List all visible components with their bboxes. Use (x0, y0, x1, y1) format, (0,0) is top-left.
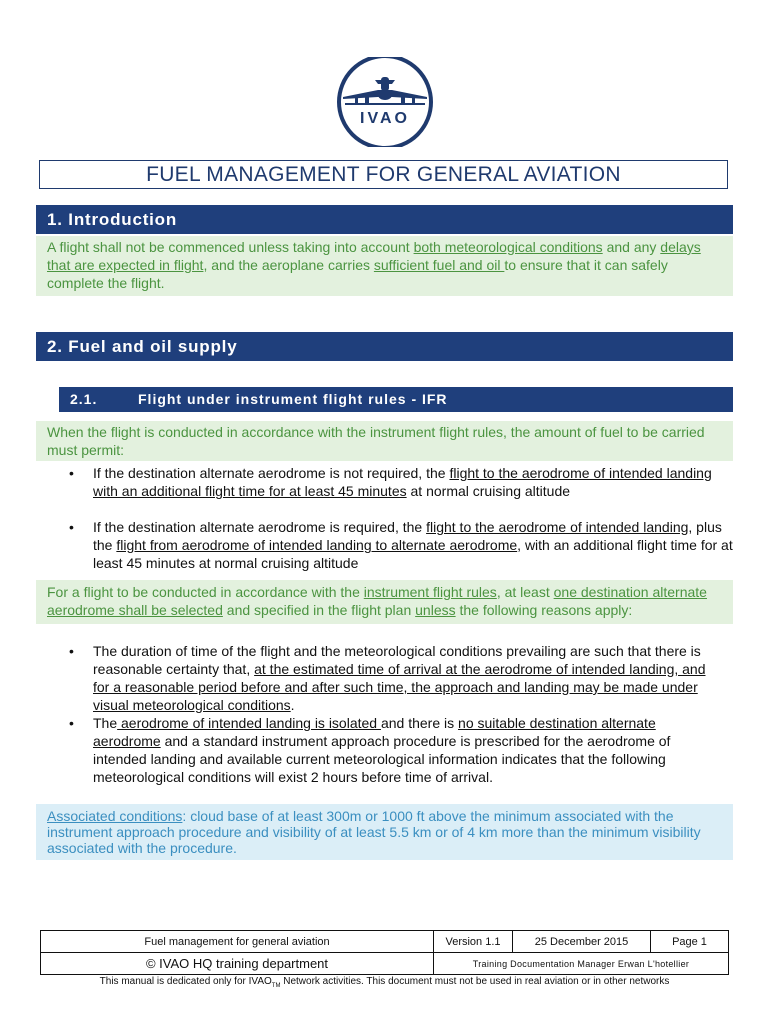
ivao-logo (335, 57, 435, 147)
underlined-text: sufficient fuel and oil (373, 257, 505, 273)
text-run: and a standard instrument approach procedure is prescribed for the aerodrome of intended landing and available current meteorological information indicates that the following meteorological conditions will exist 2 hours before time of arrival. (93, 733, 671, 785)
text-run: If the destination alternate aerodrome is not required, the (93, 465, 450, 481)
underlined-text: flight to the aerodrome of intended landing with an additional flight time for at least 45 minutes (93, 465, 712, 499)
logo-text: IVAO (360, 110, 410, 127)
intro-paragraph (36, 236, 733, 296)
footer-date: 25 December 2015 (513, 931, 651, 953)
underlined-text: delays that are expected in flight (47, 239, 701, 273)
footer-disclaimer (40, 976, 729, 989)
text-run: , with an additional flight time for at least 45 minutes at normal cruising altitude (93, 537, 733, 571)
ifr-intro-paragraph: When the flight is conducted in accordance with the instrument flight rules, the amount of fuel to be carried must permit: (36, 421, 733, 461)
underlined-text: instrument flight rules (363, 584, 497, 600)
text-run: . (290, 697, 295, 713)
underlined-text: unless (415, 602, 456, 618)
text-run: , plus the (93, 519, 722, 553)
subsection-2-1-heading (59, 387, 733, 412)
text-run: , and the aeroplane carries (203, 257, 374, 273)
underlined-text: at the estimated time of arrival at the aerodrome of intended landing, and for a reasonable period before and after such time, the approach and landing may be made under visual meteorological conditions (93, 661, 706, 713)
underlined-text: aerodrome of intended landing is isolated (117, 715, 381, 731)
alternate-aerodrome-paragraph (36, 580, 733, 624)
text-run: If the destination alternate aerodrome is required, the (93, 519, 427, 535)
underlined-text: flight to the aerodrome of intended landing (426, 519, 689, 535)
subsection-title: Flight under instrument flight rules - IFR (138, 391, 448, 407)
subsection-number: 2.1. (70, 391, 98, 407)
text-run: A flight shall not be commenced unless taking into account (47, 239, 414, 255)
footer-version: Version 1.1 (434, 931, 513, 953)
text-run: For a flight to be conducted in accordance with the (47, 584, 364, 600)
footer-page: Page 1 (651, 931, 729, 953)
associated-conditions-box (36, 804, 733, 860)
trademark-mark: TM (271, 983, 281, 989)
list-item: • The aerodrome of intended landing is isolated and there is no suitable destination alternate aerodrome and a standard instrument approach procedure is prescribed for the aerodrome of intended landing and available current meteorological information indicates that the following meteorological conditions will exist 2 hours before time of arrival. (69, 715, 671, 785)
footer-doc-title: Fuel management for general aviation (41, 931, 434, 953)
document-title: FUEL MANAGEMENT FOR GENERAL AVIATION (39, 160, 728, 189)
text-run: and there is (380, 715, 459, 731)
disclaimer-text: This manual is dedicated only for IVAO (99, 976, 272, 987)
footer-table (40, 930, 729, 975)
section-2-heading: 2. Fuel and oil supply (36, 332, 733, 361)
text-run: The duration of time of the flight and the meteorological conditions prevailing are such that there is reasonable certainty that, (93, 643, 701, 677)
footer-manager: Training Documentation Manager Erwan L'hotellier (434, 953, 729, 975)
text-run: at normal cruising altitude (406, 483, 571, 499)
text-run: : cloud base of at least 300m or 1000 ft above the minimum associated with the instrument approach procedure and visibility of at least 5.5 km or of 4 km more than the minimum visibility associated with the procedure. (47, 808, 701, 856)
disclaimer-text-end: Network activities. This document must not be used in real aviation or in other networks (280, 976, 670, 987)
underlined-text: both meteorological conditions (413, 239, 603, 255)
text-run: , at least (496, 584, 554, 600)
list-item: • If the destination alternate aerodrome is not required, the flight to the aerodrome of intended landing with an additional flight time for at least 45 minutes at normal cruising altitude (69, 465, 712, 499)
exceptions-list (36, 642, 733, 786)
underlined-text: flight from aerodrome of intended landing to alternate aerodrome (116, 537, 518, 553)
text-run: and specified in the flight plan (222, 602, 416, 618)
underlined-text: Associated conditions (47, 808, 183, 824)
underlined-text: one destination alternate aerodrome shall be selected (47, 584, 707, 618)
text-run: to ensure that it can safely complete the flight. (47, 257, 668, 291)
fuel-requirements-list (36, 464, 733, 572)
list-item: • If the destination alternate aerodrome is required, the flight to the aerodrome of intended landing, plus the flight from aerodrome of intended landing to alternate aerodrome, with an additional flight time for at least 45 minutes at normal cruising altitude (69, 519, 733, 571)
underlined-text: no suitable destination alternate aerodrome (93, 715, 656, 749)
text-run: the following reasons apply: (455, 602, 633, 618)
text-run: and any (602, 239, 661, 255)
footer-copyright: © IVAO HQ training department (41, 953, 434, 975)
text-run: The (93, 715, 118, 731)
list-item: • The duration of time of the flight and the meteorological conditions prevailing are such that there is reasonable certainty that, at the estimated time of arrival at the aerodrome of intended landing, and for a reasonable period before and after such time, the approach and landing may be made under visual meteorological conditions. (69, 643, 706, 713)
section-1-heading: 1. Introduction (36, 205, 733, 234)
